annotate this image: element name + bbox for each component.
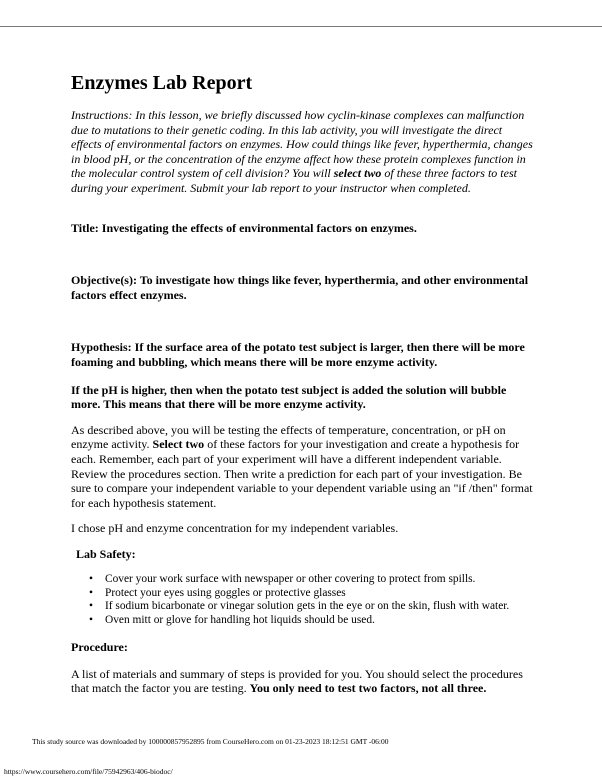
procedure-paragraph bbox=[71, 667, 533, 696]
list-item bbox=[71, 587, 533, 600]
safety-list bbox=[71, 573, 533, 627]
objective: Objective(s): To investigate how things like fever, hyperthermia, and other environmental factors effect enzymes. bbox=[71, 273, 529, 302]
instructions-bold: select two bbox=[333, 166, 382, 181]
choice-statement: I chose pH and enzyme concentration for my independent variables. bbox=[71, 521, 399, 536]
document-title: Enzymes Lab Report bbox=[71, 72, 253, 94]
description-text-2: of these factors for your investigation and create a hypothesis for each. Remember, each part of your experiment will have a different independent variable. Review the procedures section. Then write a prediction for each part of your investigation. Be sure to compare your independent variable to your dependent variable using an "if /then" format for each hypothesis statement. bbox=[71, 437, 533, 510]
source-url[interactable]: https://www.coursehero.com/file/75942963/406-biodoc/ bbox=[4, 767, 173, 776]
description-text-1: As described above, you will be testing the effects of temperature, concentration, or pH on enzyme activity. bbox=[71, 422, 506, 452]
procedure-heading: Procedure: bbox=[71, 640, 128, 655]
safety-item-text: Protect your eyes using goggles or protective glasses bbox=[105, 586, 346, 599]
description-bold: Select two bbox=[152, 437, 205, 452]
safety-item-text: If sodium bicarbonate or vinegar solution gets in the eye or on the skin, flush with water. bbox=[105, 600, 510, 613]
instructions-text-2: of these three factors to test during your experiment. Submit your lab report to your instructor when completed. bbox=[71, 166, 517, 195]
procedure-bold: You only need to test two factors, not all three. bbox=[249, 681, 487, 696]
hypothesis-1: Hypothesis: If the surface area of the potato test subject is larger, then there will be more foaming and bubbling, which means there will be more enzyme activity. bbox=[71, 340, 525, 369]
lab-safety-heading: Lab Safety: bbox=[76, 546, 136, 561]
instructions-paragraph bbox=[71, 108, 533, 196]
report-title: Title: Investigating the effects of environmental factors on enzymes. bbox=[71, 220, 417, 235]
bullet-icon: • bbox=[89, 586, 93, 599]
bullet-icon: • bbox=[89, 613, 93, 626]
list-item bbox=[71, 600, 533, 613]
safety-item-text: Oven mitt or glove for handling hot liquids should be used. bbox=[105, 613, 375, 626]
safety-item-text: Cover your work surface with newspaper or other covering to protect from spills. bbox=[105, 573, 476, 586]
description-paragraph bbox=[71, 423, 533, 511]
instructions-text-1: Instructions: In this lesson, we briefly discussed how cyclin-kinase complexes can malfunction due to mutations to their genetic coding. In this lab activity, you will investigate the direct effects of environmental factors on enzymes. How could things like fever, hyperthermia, changes in blood pH, or the concentration of the enzyme affect how these protein complexes function in the molecular control system of cell division? You will bbox=[71, 108, 533, 181]
download-note: This study source was downloaded by 100000857952895 from CourseHero.com on 01-23-2023 18:12:51 GMT -06:00 bbox=[32, 737, 389, 746]
document-page bbox=[71, 70, 533, 696]
hypothesis-2: If the pH is higher, then when the potato test subject is added the solution will bubble more. This means that there will be more enzyme activity. bbox=[71, 382, 507, 412]
procedure-text: A list of materials and summary of steps is provided for you. You should select the procedures that match the factor you are testing. bbox=[71, 666, 523, 696]
list-item bbox=[71, 573, 533, 586]
bullet-icon: • bbox=[89, 600, 93, 613]
list-item bbox=[71, 614, 533, 627]
top-divider bbox=[0, 26, 602, 27]
bullet-icon: • bbox=[89, 573, 93, 586]
